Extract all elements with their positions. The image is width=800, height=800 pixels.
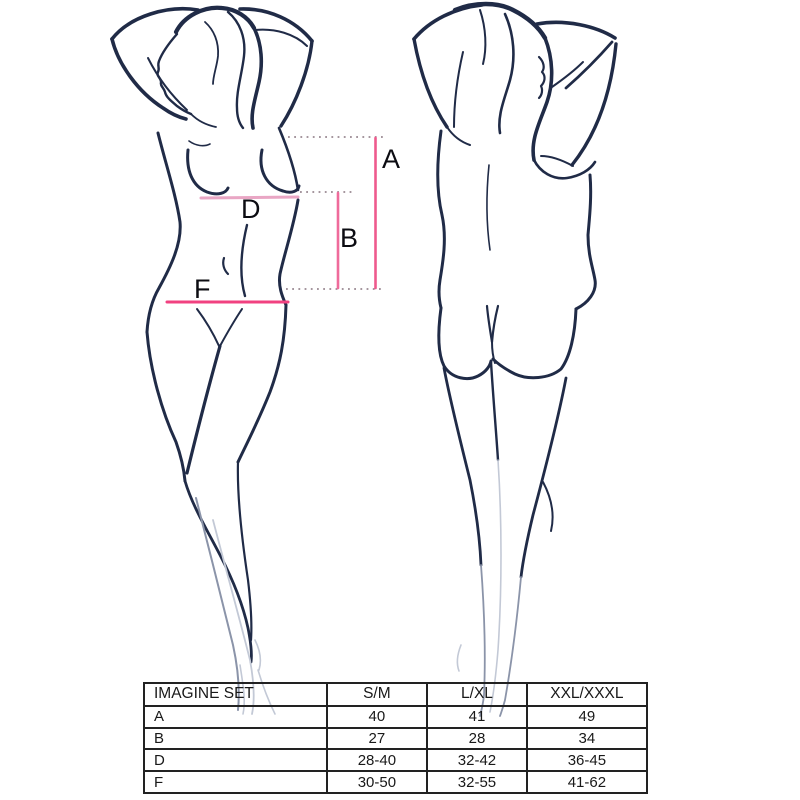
cell-value: 41 [427,706,527,728]
cell-value: 30-50 [327,771,428,793]
back-left-forearm-stroke [414,5,482,39]
front-left-forearm-stroke [112,39,186,119]
cell-value: 49 [527,706,647,728]
back-left-upperarm-inner-stroke [454,52,463,127]
size-table-header-row [144,683,647,706]
front-shin-stroke [185,481,251,662]
size-table-row-d [144,749,647,771]
size-table-col-lxl: L/XL [427,683,527,706]
back-crack-left-stroke [487,306,492,342]
front-ankle-stroke [255,640,260,670]
cell-value: 41-62 [527,771,647,793]
row-label: F [144,771,327,793]
front-navel-stroke [223,258,228,274]
back-center-leg-stroke [491,362,498,460]
size-table-row-b [144,728,647,750]
measure-label-d: D [241,194,261,224]
female-back-outline [414,4,616,716]
cell-value: 40 [327,706,428,728]
front-back-thigh-stroke [238,305,286,462]
back-spine-stroke [487,165,490,250]
back-left-shoulder-stroke [447,127,470,145]
back-crack-right-stroke [492,306,498,342]
front-left-arm-top-stroke [112,9,198,39]
back-hair-strand-stroke [499,14,513,133]
front-torso-right-waist-stroke [279,200,298,305]
front-left-breast-stroke [188,150,228,194]
female-front-outline [112,8,312,714]
back-right-forearm-edge-stroke [566,42,612,88]
front-panty-right-stroke [220,309,242,346]
back-left-leg-stroke [444,368,481,565]
row-label: B [144,728,327,750]
front-left-thigh-stroke [147,332,185,481]
front-right-arm-inner-stroke [255,30,307,46]
back-hair-mass-stroke [533,38,552,160]
front-hair-crown-stroke [176,8,254,32]
measure-label-f: F [194,274,211,304]
back-right-forearm-inner-stroke [552,62,583,87]
back-leg-faint2-stroke [490,460,501,712]
back-hair-strand2-stroke [480,10,485,64]
size-table-col-sm: S/M [327,683,428,706]
cell-value: 32-42 [427,749,527,771]
size-table [143,682,648,794]
size-table-title: IMAGINE SET [144,683,327,706]
cell-value: 34 [527,728,647,750]
cell-value: 28-40 [327,749,428,771]
row-label: D [144,749,327,771]
front-right-upperarm-stroke [281,41,312,126]
back-torso-right-stroke [576,175,595,309]
size-table-row-a [144,706,647,728]
back-left-buttock-stroke [439,308,491,379]
back-right-forearm-stroke [537,22,615,38]
back-torso-left-stroke [438,131,445,308]
row-label: A [144,706,327,728]
front-hair-strand2-stroke [205,22,218,84]
back-right-shoulder-stroke [541,156,573,166]
cell-value: 27 [327,728,428,750]
back-ankle-stroke [457,645,461,671]
front-crossing-thigh-stroke [187,346,220,473]
cell-value: 32-55 [427,771,527,793]
back-left-upperarm-stroke [414,39,447,127]
front-hair-side-stroke [252,28,261,128]
front-shin-faint-stroke [196,498,239,710]
front-neck-stroke [191,114,216,127]
size-table-row-f [144,771,647,793]
front-hair-strand-stroke [228,12,244,128]
front-face-profile-stroke [158,34,191,114]
back-right-buttock-stroke [493,309,576,378]
back-right-leg-stroke [521,378,566,577]
front-belly-line-stroke [241,225,247,296]
measure-label-a: A [382,144,401,174]
front-panty-left-stroke [197,309,219,346]
back-face-sliver-stroke [539,57,545,98]
measure-label-b: B [340,223,359,253]
back-knee-crease-stroke [543,482,553,531]
size-table-col-xxl: XXL/XXXL [527,683,647,706]
cell-value: 28 [427,728,527,750]
cell-value: 36-45 [527,749,647,771]
front-chest-line-stroke [189,141,210,146]
